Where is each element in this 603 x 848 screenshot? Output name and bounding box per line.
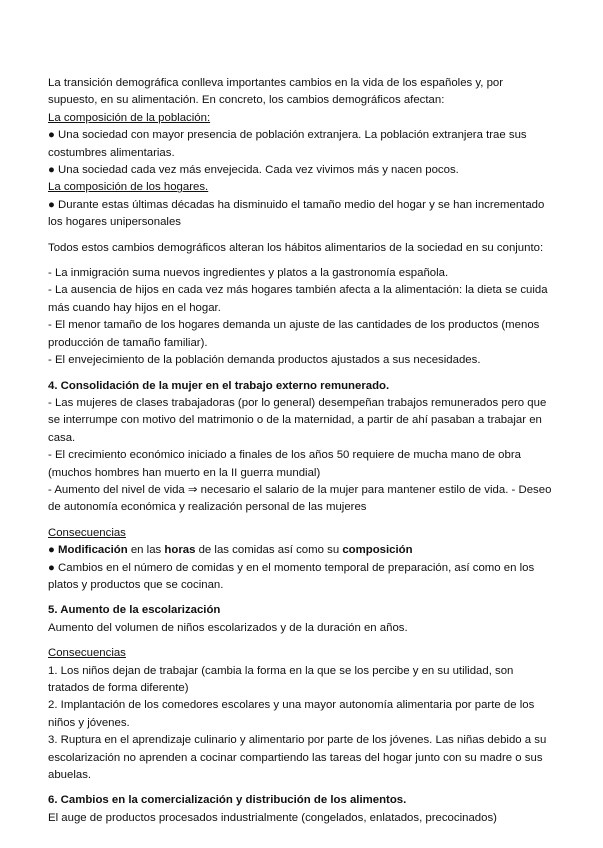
cambios-paragraph: Todos estos cambios demográficos alteran los hábitos alimentarios de la sociedad en su conjunto: <box>48 241 544 254</box>
sec5-item-1: 1. Los niños dejan de trabajar (cambia la forma en la que se los percibe y en su utilidad, son tratados de forma diferente) <box>48 664 514 694</box>
dash-inmigracion: - La inmigración suma nuevos ingredientes y platos a la gastronomía española. <box>48 267 449 280</box>
dash-tamano: - El menor tamaño de los hogares demanda un ajuste de las cantidades de los productos (menos producción de tamaño familiar). <box>48 319 540 349</box>
section-6-title: 6. Cambios en la comercialización y distribución de los alimentos. <box>48 794 407 807</box>
bullet-hogares: ● Durante estas últimas décadas ha disminuido el tamaño medio del hogar y se han incrementado los hogares unipersonales <box>48 198 545 229</box>
section-5-title: 5. Aumento de la escolarización <box>48 604 221 617</box>
heading-poblacion: La composición de la población: <box>48 111 211 124</box>
sec5-item-3: 3. Ruptura en el aprendizaje culinario y alimentario por parte de los jóvenes. Las niñas debido a su escolarización no aprenden a cocinar compartiendo las tareas del hogar junto con su madre o sus abuelas. <box>48 734 547 782</box>
sec5-paragraph: Aumento del volumen de niños escolarizados y de la duración en años. <box>48 621 408 634</box>
sec4-dash-1: - Las mujeres de clases trabajadoras (por lo general) desempeñan trabajos remunerados pero que se interrumpe con motivo del matrimonio o de la maternidad, a partir de ahí pasaban a trabajar en casa. <box>48 396 547 444</box>
bullet-envejecida: ● Una sociedad cada vez más envejecida. Cada vez vivimos más y nacen pocos. <box>48 164 459 177</box>
sec4-consequence-2: ● Cambios en el número de comidas y en el momento temporal de preparación, así como en los platos y productos que se cocinan. <box>48 561 535 591</box>
sec6-paragraph: El auge de productos procesados industrialmente (congelados, enlatados, precocinados) <box>48 811 497 824</box>
sec4-consecuencias: Consecuencias <box>48 526 126 539</box>
sec4-consequence-1: ● Modificación en las horas de las comidas así como su composición <box>48 544 413 557</box>
sec4-dash-3: - Aumento del nivel de vida ⇒ necesario el salario de la mujer para mantener estilo de vida. - Deseo de autonomía económica y realización personal de las mujeres <box>48 483 552 514</box>
section-4-title: 4. Consolidación de la mujer en el trabajo externo remunerado. <box>48 379 390 392</box>
intro-paragraph: La transición demográfica conlleva importantes cambios en la vida de los españoles y, por supuesto, en su alimentación. En concreto, los cambios demográficos afectan: <box>48 77 504 107</box>
sec5-consecuencias: Consecuencias <box>48 647 126 660</box>
heading-hogares: La composición de los hogares. <box>48 181 209 194</box>
dash-envejecimiento: - El envejecimiento de la población demanda productos ajustados a sus necesidades. <box>48 354 481 367</box>
bullet-extranjera: ● Una sociedad con mayor presencia de población extranjera. La población extranjera trae sus costumbres alimentarias. <box>48 129 527 159</box>
sec5-item-2: 2. Implantación de los comedores escolares y una mayor autonomía alimentaria por parte de los niños y jóvenes. <box>48 699 535 729</box>
dash-hijos: - La ausencia de hijos en cada vez más hogares también afecta a la alimentación: la dieta se cuida más cuando hay hijos en el hogar. <box>48 284 548 314</box>
sec4-dash-2: - El crecimiento económico iniciado a finales de los años 50 requiere de mucha mano de obra (muchos hombres han muerto en la II guerra mundial) <box>48 449 521 479</box>
